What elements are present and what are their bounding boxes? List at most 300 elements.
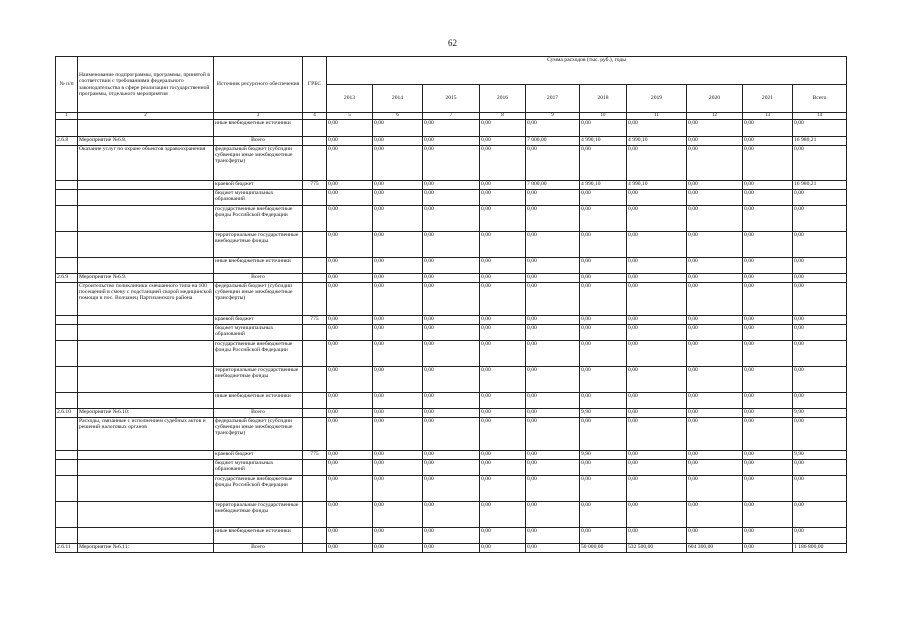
row-value: 4 990,10: [627, 136, 687, 145]
row-value: 0,00: [423, 119, 480, 136]
row-value: 0,00: [580, 475, 627, 501]
row-value: 9,90: [580, 450, 627, 459]
row-value: 16 980,21: [793, 180, 847, 189]
row-source: бюджет муниципальных образований: [214, 459, 303, 475]
row-number: [56, 366, 78, 392]
row-value: 0,00: [423, 417, 480, 450]
row-value: 0,00: [526, 324, 580, 340]
row-value: 604 300,00: [687, 543, 743, 552]
row-value: 0,00: [373, 459, 423, 475]
row-value: 0,00: [743, 417, 793, 450]
row-value: 0,00: [423, 527, 480, 543]
row-name: Строительство поликлиники смешанного типа на 100 посещений в смену с подстанцией скорой медицинской помощи в пос. Волчанец Партизанского района: [78, 282, 214, 315]
header-column-number: 7: [423, 113, 480, 120]
row-value: 0,00: [373, 282, 423, 315]
row-value: 0,00: [480, 205, 526, 231]
row-value: 0,00: [743, 475, 793, 501]
row-value: 0,00: [743, 205, 793, 231]
row-value: 0,00: [480, 315, 526, 324]
row-value: 0,00: [373, 180, 423, 189]
row-value: 532 500,00: [627, 543, 687, 552]
row-value: 0,00: [423, 231, 480, 257]
row-value: 0,00: [743, 392, 793, 408]
row-name: Мероприятие №6.10:: [78, 408, 214, 417]
row-value: 0,00: [627, 340, 687, 366]
row-value: 0,00: [373, 417, 423, 450]
row-value: 0,00: [373, 257, 423, 273]
row-value: 9,90: [793, 408, 847, 417]
row-number: [56, 450, 78, 459]
row-value: 0,00: [373, 475, 423, 501]
row-value: 4 990,10: [580, 180, 627, 189]
header-sum: Сумма расходов (тыс. руб.), годы: [327, 57, 847, 85]
row-name: [78, 180, 214, 189]
row-value: 0,00: [526, 282, 580, 315]
row-value: 0,00: [627, 527, 687, 543]
row-value: 0,00: [526, 527, 580, 543]
row-value: 1 186 800,00: [793, 543, 847, 552]
row-value: 0,00: [423, 136, 480, 145]
row-value: 0,00: [793, 392, 847, 408]
header-column-number: 14: [793, 113, 847, 120]
row-number: [56, 501, 78, 527]
budget-table: [55, 56, 847, 553]
table-body: [56, 119, 847, 552]
row-value: 0,00: [687, 527, 743, 543]
row-value: 0,00: [687, 392, 743, 408]
row-value: 0,00: [687, 475, 743, 501]
row-value: 0,00: [793, 324, 847, 340]
row-value: 0,00: [580, 324, 627, 340]
row-value: 7 000,00: [526, 136, 580, 145]
row-value: 0,00: [373, 340, 423, 366]
row-value: 0,00: [580, 119, 627, 136]
row-value: 0,00: [793, 315, 847, 324]
table-row: [56, 315, 847, 324]
row-value: 0,00: [627, 315, 687, 324]
row-value: 0,00: [687, 180, 743, 189]
row-value: 0,00: [627, 408, 687, 417]
row-name: [78, 257, 214, 273]
row-value: 0,00: [327, 180, 373, 189]
header-column-number: 13: [743, 113, 793, 120]
row-number: [56, 315, 78, 324]
row-value: 0,00: [743, 459, 793, 475]
row-value: 0,00: [423, 366, 480, 392]
row-value: 0,00: [373, 366, 423, 392]
row-value: 0,00: [580, 501, 627, 527]
row-value: 0,00: [687, 408, 743, 417]
header-column-number: 9: [526, 113, 580, 120]
row-value: 0,00: [743, 273, 793, 282]
table-row: [56, 417, 847, 450]
header-num: № п/п: [56, 57, 78, 113]
row-value: 0,00: [327, 527, 373, 543]
row-source: государственные внебюджетные фонды Российской Федерации: [214, 475, 303, 501]
row-value: 0,00: [687, 205, 743, 231]
row-value: 0,00: [327, 205, 373, 231]
row-name: [78, 450, 214, 459]
header-name: Наименование подпрограммы, программы, принятой в соответствии с требованиями федерального законодательства в сфере реализации государственной программы, отдельного мероприятия: [78, 57, 214, 113]
row-number: 2.6.9: [56, 273, 78, 282]
row-name: [78, 324, 214, 340]
row-source: Всего: [214, 408, 303, 417]
row-value: 4 990,10: [580, 136, 627, 145]
row-value: 0,00: [327, 543, 373, 552]
row-value: 16 980,21: [793, 136, 847, 145]
table-row: [56, 340, 847, 366]
row-number: 2.6.11: [56, 543, 78, 552]
row-value: 0,00: [627, 231, 687, 257]
row-number: [56, 392, 78, 408]
row-value: 0,00: [580, 189, 627, 205]
row-value: 0,00: [480, 543, 526, 552]
row-value: 0,00: [580, 205, 627, 231]
row-value: 0,00: [687, 324, 743, 340]
row-grbs: [303, 119, 327, 136]
row-value: 0,00: [480, 392, 526, 408]
row-value: 0,00: [423, 145, 480, 180]
row-number: [56, 257, 78, 273]
row-source: Всего: [214, 136, 303, 145]
table-row: [56, 205, 847, 231]
header-column-number: 8: [480, 113, 526, 120]
row-value: 0,00: [526, 315, 580, 324]
row-value: 0,00: [627, 324, 687, 340]
row-value: 0,00: [743, 324, 793, 340]
row-value: 0,00: [327, 408, 373, 417]
table-row: [56, 273, 847, 282]
row-value: 0,00: [687, 459, 743, 475]
row-value: 0,00: [687, 282, 743, 315]
row-number: [56, 231, 78, 257]
header-column-numbers-row: [56, 113, 847, 120]
table-row: [56, 189, 847, 205]
row-value: 0,00: [743, 408, 793, 417]
row-source: территориальные государственные внебюджетные фонды: [214, 501, 303, 527]
row-value: 9,90: [580, 408, 627, 417]
row-value: 0,00: [743, 366, 793, 392]
row-value: 0,00: [373, 450, 423, 459]
row-value: 0,00: [327, 257, 373, 273]
row-value: 0,00: [480, 501, 526, 527]
row-value: 0,00: [526, 340, 580, 366]
row-value: 0,00: [793, 273, 847, 282]
row-value: 0,00: [687, 145, 743, 180]
row-value: 0,00: [373, 324, 423, 340]
table-row: [56, 392, 847, 408]
header-column-number: 10: [580, 113, 627, 120]
row-value: 0,00: [480, 145, 526, 180]
row-value: 0,00: [480, 119, 526, 136]
row-name: [78, 501, 214, 527]
row-name: [78, 315, 214, 324]
row-value: 0,00: [423, 501, 480, 527]
row-value: 0,00: [526, 543, 580, 552]
row-name: [78, 189, 214, 205]
row-value: 0,00: [480, 136, 526, 145]
row-source: федеральный бюджет (субсидии субвенции иные межбюджетные трансферты): [214, 282, 303, 315]
row-value: 0,00: [743, 282, 793, 315]
row-number: [56, 189, 78, 205]
row-value: 0,00: [580, 273, 627, 282]
row-value: 0,00: [580, 366, 627, 392]
row-source: Всего: [214, 543, 303, 552]
row-value: 0,00: [327, 501, 373, 527]
row-value: 0,00: [687, 189, 743, 205]
row-name: [78, 392, 214, 408]
row-grbs: [303, 145, 327, 180]
row-value: 0,00: [743, 180, 793, 189]
table-row: [56, 180, 847, 189]
header-column-number: 5: [327, 113, 373, 120]
row-grbs: [303, 417, 327, 450]
row-value: 0,00: [793, 257, 847, 273]
row-value: 0,00: [373, 408, 423, 417]
row-grbs: [303, 282, 327, 315]
row-number: [56, 282, 78, 315]
row-value: 0,00: [580, 459, 627, 475]
row-source: бюджет муниципальных образований: [214, 324, 303, 340]
row-value: 0,00: [793, 282, 847, 315]
row-value: 0,00: [526, 231, 580, 257]
row-grbs: [303, 257, 327, 273]
row-value: 0,00: [526, 450, 580, 459]
row-name: [78, 527, 214, 543]
row-value: 0,00: [627, 459, 687, 475]
row-value: 0,00: [793, 340, 847, 366]
row-value: 0,00: [526, 459, 580, 475]
row-value: 0,00: [793, 501, 847, 527]
header-year: 2016: [480, 85, 526, 113]
row-grbs: [303, 527, 327, 543]
row-source: краевой бюджет: [214, 315, 303, 324]
row-value: 0,00: [373, 231, 423, 257]
row-value: 0,00: [580, 282, 627, 315]
row-value: 0,00: [743, 189, 793, 205]
row-source: государственные внебюджетные фонды Российской Федерации: [214, 205, 303, 231]
row-value: 0,00: [743, 231, 793, 257]
header-column-number: 12: [687, 113, 743, 120]
row-grbs: 775: [303, 450, 327, 459]
row-grbs: [303, 459, 327, 475]
row-grbs: [303, 324, 327, 340]
row-value: 0,00: [480, 475, 526, 501]
row-value: 0,00: [627, 450, 687, 459]
row-value: 0,00: [627, 501, 687, 527]
row-source: федеральный бюджет (субсидии субвенции иные межбюджетные трансферты): [214, 417, 303, 450]
header-row: [56, 57, 847, 85]
row-value: 0,00: [627, 119, 687, 136]
row-number: 2.6.8: [56, 136, 78, 145]
row-value: 0,00: [743, 340, 793, 366]
row-value: 0,00: [743, 257, 793, 273]
row-value: 0,00: [373, 527, 423, 543]
row-value: 0,00: [423, 273, 480, 282]
row-value: 0,00: [423, 543, 480, 552]
row-value: 0,00: [580, 257, 627, 273]
row-value: 0,00: [687, 273, 743, 282]
row-value: 0,00: [743, 136, 793, 145]
row-number: [56, 119, 78, 136]
row-source: краевой бюджет: [214, 180, 303, 189]
table-row: [56, 257, 847, 273]
row-value: 0,00: [373, 145, 423, 180]
row-value: 0,00: [480, 282, 526, 315]
row-value: 0,00: [526, 392, 580, 408]
row-value: 0,00: [743, 527, 793, 543]
row-value: 0,00: [327, 392, 373, 408]
row-value: 0,00: [373, 205, 423, 231]
table-row: [56, 408, 847, 417]
row-value: 0,00: [793, 475, 847, 501]
row-value: 0,00: [480, 324, 526, 340]
row-name: Расходы, связанные с исполнением судебных актов и решений налоговых органов: [78, 417, 214, 450]
row-value: 0,00: [580, 417, 627, 450]
row-value: 0,00: [580, 392, 627, 408]
row-name: [78, 119, 214, 136]
row-value: 0,00: [743, 145, 793, 180]
row-grbs: [303, 475, 327, 501]
row-value: 9,90: [793, 450, 847, 459]
row-grbs: [303, 231, 327, 257]
row-value: 0,00: [580, 231, 627, 257]
row-grbs: [303, 189, 327, 205]
row-value: 0,00: [373, 392, 423, 408]
row-value: 0,00: [480, 417, 526, 450]
row-value: 0,00: [687, 315, 743, 324]
row-value: 0,00: [373, 273, 423, 282]
row-value: 0,00: [480, 527, 526, 543]
row-value: 4 990,10: [627, 180, 687, 189]
row-value: 0,00: [627, 417, 687, 450]
row-number: [56, 527, 78, 543]
row-value: 0,00: [526, 189, 580, 205]
row-value: 0,00: [480, 180, 526, 189]
row-value: 0,00: [480, 231, 526, 257]
row-value: 0,00: [687, 136, 743, 145]
row-value: 0,00: [627, 205, 687, 231]
row-source: федеральный бюджет (субсидии субвенции иные межбюджетные трансферты): [214, 145, 303, 180]
row-value: 0,00: [423, 408, 480, 417]
row-value: 0,00: [327, 324, 373, 340]
row-value: 0,00: [687, 231, 743, 257]
row-grbs: [303, 543, 327, 552]
row-name: [78, 340, 214, 366]
header-column-number: 11: [627, 113, 687, 120]
row-value: 0,00: [793, 417, 847, 450]
row-number: [56, 340, 78, 366]
row-value: 0,00: [793, 119, 847, 136]
row-value: 0,00: [480, 366, 526, 392]
row-value: 0,00: [793, 366, 847, 392]
row-name: [78, 459, 214, 475]
row-name: Мероприятие №6.9.: [78, 273, 214, 282]
row-grbs: [303, 366, 327, 392]
table-row: [56, 231, 847, 257]
row-value: 0,00: [793, 145, 847, 180]
row-value: 0,00: [526, 145, 580, 180]
table-row: [56, 450, 847, 459]
table-row: [56, 527, 847, 543]
row-value: 0,00: [793, 205, 847, 231]
header-column-number: 6: [373, 113, 423, 120]
row-number: [56, 324, 78, 340]
row-value: 0,00: [373, 543, 423, 552]
table-row: [56, 459, 847, 475]
row-value: 0,00: [580, 145, 627, 180]
row-grbs: [303, 408, 327, 417]
row-value: 0,00: [327, 189, 373, 205]
row-number: [56, 417, 78, 450]
row-value: 0,00: [423, 324, 480, 340]
row-grbs: 775: [303, 315, 327, 324]
row-value: 0,00: [627, 475, 687, 501]
header-year: 2014: [373, 85, 423, 113]
row-value: 0,00: [793, 189, 847, 205]
row-source: бюджет муниципальных образований: [214, 189, 303, 205]
row-value: 0,00: [580, 340, 627, 366]
row-name: [78, 366, 214, 392]
row-value: 0,00: [526, 119, 580, 136]
row-value: 0,00: [327, 136, 373, 145]
table-row: [56, 282, 847, 315]
header-column-number: 2: [78, 113, 214, 120]
row-value: 0,00: [743, 501, 793, 527]
row-value: 0,00: [793, 459, 847, 475]
row-grbs: [303, 205, 327, 231]
row-source: территориальные государственные внебюджетные фонды: [214, 231, 303, 257]
row-value: 0,00: [526, 366, 580, 392]
row-source: иные внебюджетные источники: [214, 257, 303, 273]
row-value: 0,00: [423, 205, 480, 231]
row-source: иные внебюджетные источники: [214, 392, 303, 408]
row-value: 0,00: [327, 145, 373, 180]
row-value: 0,00: [423, 475, 480, 501]
row-grbs: [303, 340, 327, 366]
row-value: 0,00: [480, 189, 526, 205]
row-value: 0,00: [327, 459, 373, 475]
row-value: 0,00: [743, 119, 793, 136]
row-number: [56, 459, 78, 475]
row-value: 0,00: [627, 257, 687, 273]
table-row: [56, 136, 847, 145]
row-value: 0,00: [526, 205, 580, 231]
row-number: [56, 205, 78, 231]
row-value: 0,00: [327, 417, 373, 450]
row-value: 0,00: [423, 450, 480, 459]
row-value: 0,00: [327, 282, 373, 315]
header-column-number: 3: [214, 113, 303, 120]
row-value: 50 000,00: [580, 543, 627, 552]
header-year: 2013: [327, 85, 373, 113]
row-value: 0,00: [373, 119, 423, 136]
row-value: 0,00: [526, 417, 580, 450]
row-value: 0,00: [373, 189, 423, 205]
row-value: 0,00: [423, 315, 480, 324]
row-source: государственные внебюджетные фонды Российской Федерации: [214, 340, 303, 366]
row-value: 0,00: [423, 282, 480, 315]
table-row: [56, 119, 847, 136]
row-grbs: [303, 273, 327, 282]
row-value: 0,00: [327, 315, 373, 324]
header-source: Источник ресурсного обеспечения: [214, 57, 303, 113]
header-year: 2017: [526, 85, 580, 113]
row-value: 0,00: [327, 340, 373, 366]
row-value: 0,00: [480, 257, 526, 273]
row-value: 0,00: [793, 527, 847, 543]
row-name: [78, 205, 214, 231]
